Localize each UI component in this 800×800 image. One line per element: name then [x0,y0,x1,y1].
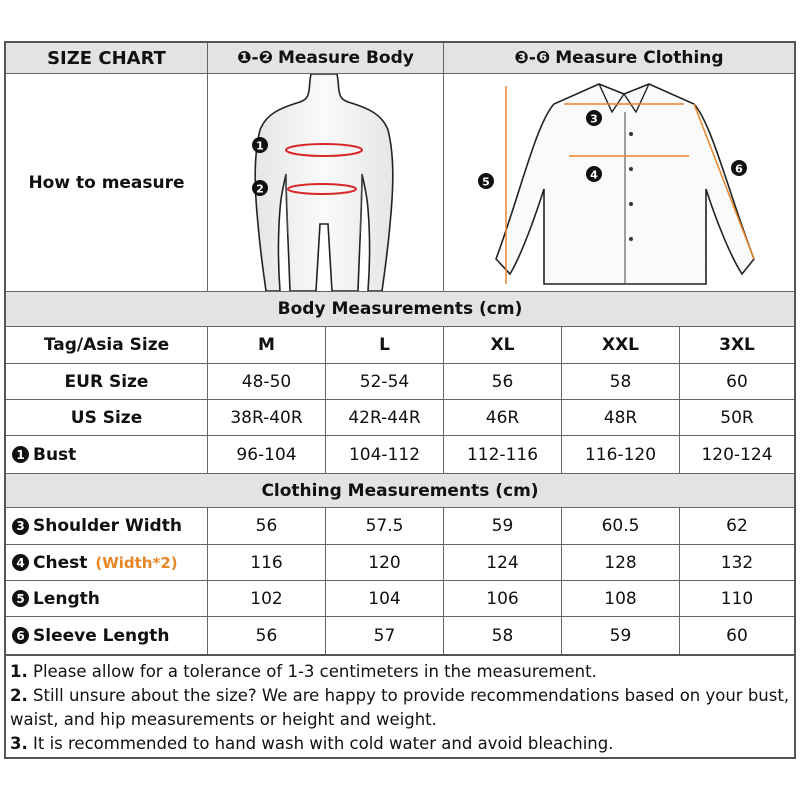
table-cell: 106 [444,581,562,616]
table-cell: 46R [444,400,562,435]
how-to-measure-label: How to measure [6,74,208,291]
length-label [6,581,208,616]
table-cell: 56 [208,617,326,654]
size-3xl: 3XL [719,335,755,355]
table-row [6,508,794,545]
shirt-figure [444,74,794,291]
size-chart-title: SIZE CHART [6,43,208,73]
table-cell: 42R-44R [326,400,444,435]
table-cell: 102 [208,581,326,616]
table-row [6,436,794,474]
chest-label-text: Chest [33,552,88,573]
marker-4-badge: 4 [12,554,29,571]
table-cell: 120-124 [701,444,773,465]
table-cell: 38R-40R [208,400,326,435]
table-cell: 124 [444,545,562,580]
table-cell: 96-104 [208,436,326,473]
table-cell: 60 [726,371,748,392]
table-row [6,400,794,436]
table-cell: 108 [562,581,680,616]
note-text: It is recommended to hand wash with cold water and avoid bleaching. [33,734,614,753]
table-row [6,617,794,656]
size-chart [4,41,796,759]
sleeve-length-label-text: Sleeve Length [33,625,170,646]
table-cell: 112-116 [444,436,562,473]
table-cell: 110 [720,588,754,609]
note-item [10,660,790,684]
note-text: Please allow for a tolerance of 1-3 centimeters in the measurement. [33,662,597,681]
table-cell: 104 [326,581,444,616]
table-cell: 120 [326,545,444,580]
chest-width-note: (Width*2) [95,553,178,572]
table-cell: 48R [562,400,680,435]
table-cell: 57.5 [326,508,444,544]
clothing-measurements-title: Clothing Measurements (cm) [6,474,794,508]
measure-clothing-text: Measure Clothing [555,48,724,68]
body-figure [208,74,444,291]
marker-6-text: 6 [735,162,743,176]
marker-5-text: 5 [482,175,490,189]
size-xl: XL [444,327,562,363]
shoulder-width-label [6,508,208,544]
table-cell: 132 [720,552,754,573]
table-cell: 128 [562,545,680,580]
marker-3-badge: 3 [12,518,29,535]
how-to-measure-row [6,74,794,292]
note-number: 1. [10,662,28,681]
table-row [6,581,794,617]
bust-label [6,436,208,473]
marker-6-badge: 6 [12,627,29,644]
body-silhouette [255,74,393,291]
table-cell: 52-54 [326,364,444,399]
shoulder-width-label-text: Shoulder Width [33,516,182,536]
length-label-text: Length [33,588,100,609]
marker-4-text: 4 [590,168,598,182]
measure-clothing-marker: ❸-❻ [514,48,551,68]
size-xxl: XXL [562,327,680,363]
chest-label [6,545,208,580]
size-header-row [6,327,794,364]
measure-body-heading [208,43,444,73]
table-cell: 60 [726,625,748,646]
table-cell: 116 [208,545,326,580]
us-size-label: US Size [6,400,208,435]
table-row [6,545,794,581]
table-cell: 58 [562,364,680,399]
notes-section [6,656,794,760]
shirt-figure-illustration [444,74,794,291]
measure-clothing-heading [444,43,794,73]
measure-body-text: Measure Body [277,48,414,68]
marker-2-text: 2 [256,182,264,196]
eur-size-label: EUR Size [6,364,208,399]
bust-label-text: Bust [33,444,77,465]
note-number: 2. [10,686,28,705]
body-measurements-title: Body Measurements (cm) [6,292,794,327]
table-cell: 59 [444,508,562,544]
shirt-button-4 [629,237,633,241]
sleeve-length-label [6,617,208,654]
shirt-button-3 [629,202,633,206]
table-cell: 56 [444,364,562,399]
marker-1-text: 1 [256,139,264,153]
shirt-button-1 [629,132,633,136]
measure-body-marker: ❶-❷ [237,48,273,68]
size-m: M [208,327,326,363]
body-figure-illustration [208,74,443,291]
marker-5-badge: 5 [12,590,29,607]
note-item [10,684,790,732]
marker-1-badge: 1 [12,446,29,463]
shirt-button-2 [629,167,633,171]
header-row [6,43,794,74]
table-row [6,364,794,400]
table-cell: 50R [720,407,754,428]
size-l: L [326,327,444,363]
table-cell: 58 [444,617,562,654]
marker-3-text: 3 [590,112,598,126]
table-cell: 56 [208,508,326,544]
table-cell: 48-50 [208,364,326,399]
table-cell: 57 [326,617,444,654]
note-text: Still unsure about the size? We are happy to provide recommendations based on your bust, waist, and hip measurements or height and weight. [10,686,790,729]
table-cell: 116-120 [562,436,680,473]
table-cell: 104-112 [326,436,444,473]
table-cell: 60.5 [562,508,680,544]
note-item [10,732,790,756]
table-cell: 59 [562,617,680,654]
size-label: Tag/Asia Size [6,327,208,363]
table-cell: 62 [726,516,748,536]
note-number: 3. [10,734,28,753]
